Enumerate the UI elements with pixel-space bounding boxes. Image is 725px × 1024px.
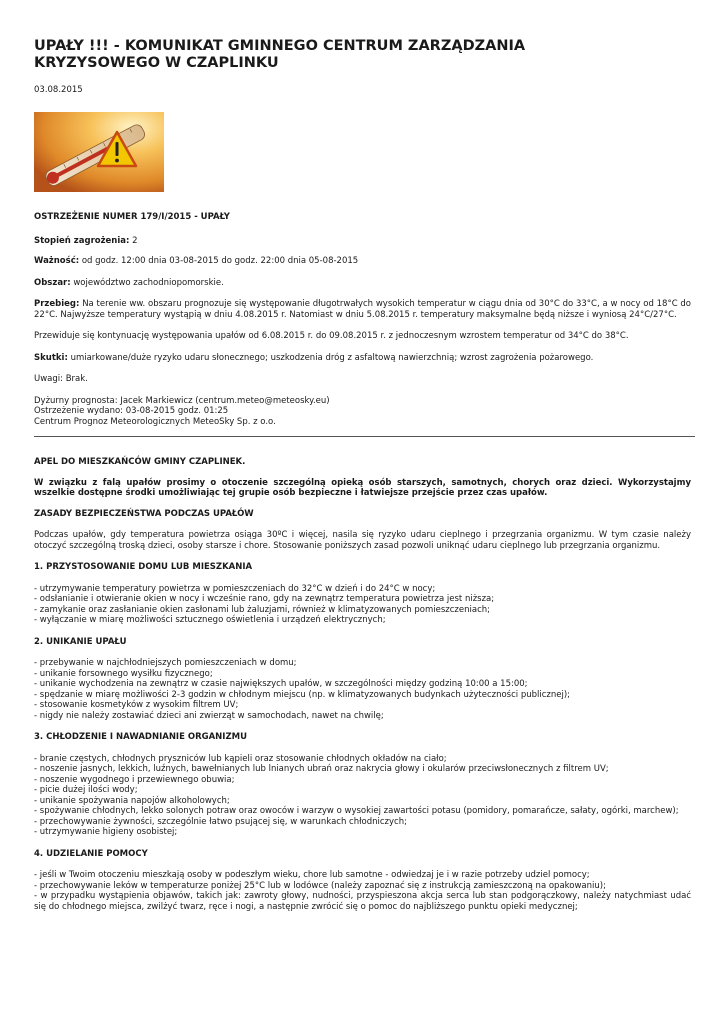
warning-level-value: 2 xyxy=(132,235,138,246)
warning-validity-value: od godz. 12:00 dnia 03-08-2015 do godz. 22:00 dnia 05-08-2015 xyxy=(81,256,359,266)
warning-course-label: Przebieg: xyxy=(34,299,80,309)
list-item: - unikanie wychodzenia na zewnątrz w czasie największych upałów, w szczególności między godziną 10:00 a 15:00; xyxy=(34,679,528,689)
section-title-cooling: 3. CHŁODZENIE I NAWADNIANIE ORGANIZMU xyxy=(34,732,247,742)
warning-level-label: Stopień zagrożenia: xyxy=(34,235,130,246)
warning-effects xyxy=(34,353,691,364)
warning-validity xyxy=(34,256,691,267)
list-item: - odsłanianie i otwieranie okien w nocy i wcześnie rano, gdy na zewnątrz temperatura powietrza jest niższa; xyxy=(34,594,495,604)
section-title-home: 1. PRZYSTOSOWANIE DOMU LUB MIESZKANIA xyxy=(34,562,253,572)
warning-validity-label: Ważność: xyxy=(34,256,80,266)
section-list-cooling xyxy=(34,754,691,838)
safety-rules-title: ZASADY BEZPIECZEŃSTWA PODCZAS UPAŁÓW xyxy=(34,508,254,519)
list-item: - w przypadku wystąpienia objawów, takich jak: zawroty głowy, nudności, przyspieszona akcja serca lub stan podgorączkowy, należy natychmiast udać się do chłodnego miejsca, zwilżyć twarz, ręce i nogi, a następnie zwrócić się o pomoc do najbliższego punktu opieki medycznej; xyxy=(34,891,691,912)
warning-area-label: Obszar: xyxy=(34,277,71,288)
list-item: - zamykanie oraz zasłanianie okien zasłonami lub żaluzjami, również w klimatyzowanych pomieszczeniach; xyxy=(34,604,490,615)
list-item: - picie dużej ilości wody; xyxy=(34,785,138,795)
list-item: - utrzymywanie temperatury powietrza w pomieszczeniach do 32°C w dzień i do 24°C w nocy; xyxy=(34,583,436,594)
warning-continuation: Przewiduje się kontynuację występowania upałów od 6.08.2015 r. do 09.08.2015 r. z jednoczesnym wzrostem temperatur od 34°C do 38°C. xyxy=(34,331,629,341)
warning-course-value: Na terenie ww. obszaru prognozuje się występowanie długotrwałych wysokich temperatur w ciągu dnia od 30°C do 33°C, a w nocy od 18°C do 22°C. Najwyższe temperatury wystąpią w dniu 4.08.2015 r. Natomiast w dniu 5.08.2015 r. temperatury maksymalne będą niższe i wyniosą 24°C/27°C. xyxy=(34,299,692,320)
list-item: - spożywanie chłodnych, lekko solonych potraw oraz owoców i warzyw o wysokiej zawartości potasu (pomidory, pomarańcze, sałaty, ogórki, marchew); xyxy=(34,806,679,816)
section-list-avoid-heat xyxy=(34,658,691,721)
list-item: - stosowanie kosmetyków z wysokim filtrem UV; xyxy=(34,700,239,710)
warning-effects-value: umiarkowane/duże ryzyko udaru słonecznego; uszkodzenia dróg z asfaltową nawierzchnią; wzrost zagrożenia pożarowego. xyxy=(70,352,594,363)
list-item: - spędzanie w miarę możliwości 2-3 godzin w chłodnym miejscu (np. w klimatyzowanych budynkach użyteczności publicznej); xyxy=(34,689,571,700)
warning-effects-label: Skutki: xyxy=(34,352,68,363)
list-item: - branie częstych, chłodnych pryszniców lub kąpieli oraz stosowanie chłodnych okładów na ciało; xyxy=(34,753,447,764)
warning-signature xyxy=(34,396,691,428)
safety-rules-intro: Podczas upałów, gdy temperatura powietrza osiąga 30ºC i więcej, nasila się ryzyko udaru cieplnego i przegrzania organizmu. W tym czasie należy otoczyć szczególną troską dzieci, osoby starsze i chore. Stosowanie poniższych zasad pozwoli uniknąć udaru cieplnego lub przegrzania organizmu. xyxy=(34,530,691,551)
publication-date: 03.08.2015 xyxy=(34,85,83,95)
page-title: UPAŁY !!! - KOMUNIKAT GMINNEGO CENTRUM ZARZĄDZANIA KRYZYSOWEGO W CZAPLINKU xyxy=(34,38,526,71)
list-item: - nigdy nie należy zostawiać dzieci ani zwierząt w samochodach, nawet na chwilę; xyxy=(34,710,384,721)
forecaster-line: Dyżurny prognosta: Jacek Markiewicz (centrum.meteo@meteosky.eu) xyxy=(34,395,330,406)
list-item: - przechowywanie leków w temperaturze poniżej 25°C lub w lodówce (należy zapoznać się z instrukcją zamieszczoną na opakowaniu); xyxy=(34,880,606,891)
list-item: - unikanie forsownego wysiłku fizycznego; xyxy=(34,668,213,679)
heat-warning-thermometer-icon xyxy=(34,112,164,192)
section-title-help: 4. UDZIELANIE POMOCY xyxy=(34,848,148,859)
forecast-center-line: Centrum Prognoz Meteorologicznych MeteoSky Sp. z o.o. xyxy=(34,416,276,427)
warning-level xyxy=(34,236,691,247)
list-item: - przechowywanie żywności, szczególnie łatwo psującej się, w warunkach chłodniczych; xyxy=(34,816,407,827)
list-item: - utrzymywanie higieny osobistej; xyxy=(34,827,178,837)
list-item: - noszenie wygodnego i przewiewnego obuwia; xyxy=(34,774,235,785)
appeal-text: W związku z falą upałów prosimy o otoczenie szczególną opieką osób starszych, samotnych, chorych oraz dzieci. Wykorzystajmy wszelkie dostępne środki umożliwiając tej grupie osób bezpieczne i łatwiejsze przejście przez czas upałów. xyxy=(34,477,691,498)
list-item: - jeśli w Twoim otoczeniu mieszkają osoby w podeszłym wieku, chore lub samotne - odwiedzaj je i w razie potrzeby udziel pomocy; xyxy=(34,870,590,880)
issued-line: Ostrzeżenie wydano: 03-08-2015 godz. 01:25 xyxy=(34,406,229,416)
section-list-help xyxy=(34,870,691,912)
list-item: - noszenie jasnych, lekkich, luźnych, bawełnianych lub lnianych ubrań oraz nakrycia głowy i okularów przeciwsłonecznych z filtrem UV; xyxy=(34,764,609,774)
warning-remarks: Uwagi: Brak. xyxy=(34,374,88,384)
section-title-avoid-heat: 2. UNIKANIE UPAŁU xyxy=(34,636,127,647)
appeal-title: APEL DO MIESZKAŃCÓW GMINY CZAPLINEK. xyxy=(34,457,246,467)
warning-course xyxy=(34,299,691,320)
section-divider xyxy=(34,436,695,437)
section-list-home xyxy=(34,584,691,626)
warning-area-value: województwo zachodniopomorskie. xyxy=(73,277,224,288)
list-item: - unikanie spożywania napojów alkoholowych; xyxy=(34,795,230,806)
warning-number: OSTRZEŻENIE NUMER 179/I/2015 - UPAŁY xyxy=(34,212,230,222)
list-item: - przebywanie w najchłodniejszych pomieszczeniach w domu; xyxy=(34,658,297,668)
warning-area xyxy=(34,278,691,289)
list-item: - wyłączanie w miarę możliwości sztucznego oświetlenia i urządzeń elektrycznych; xyxy=(34,615,386,625)
